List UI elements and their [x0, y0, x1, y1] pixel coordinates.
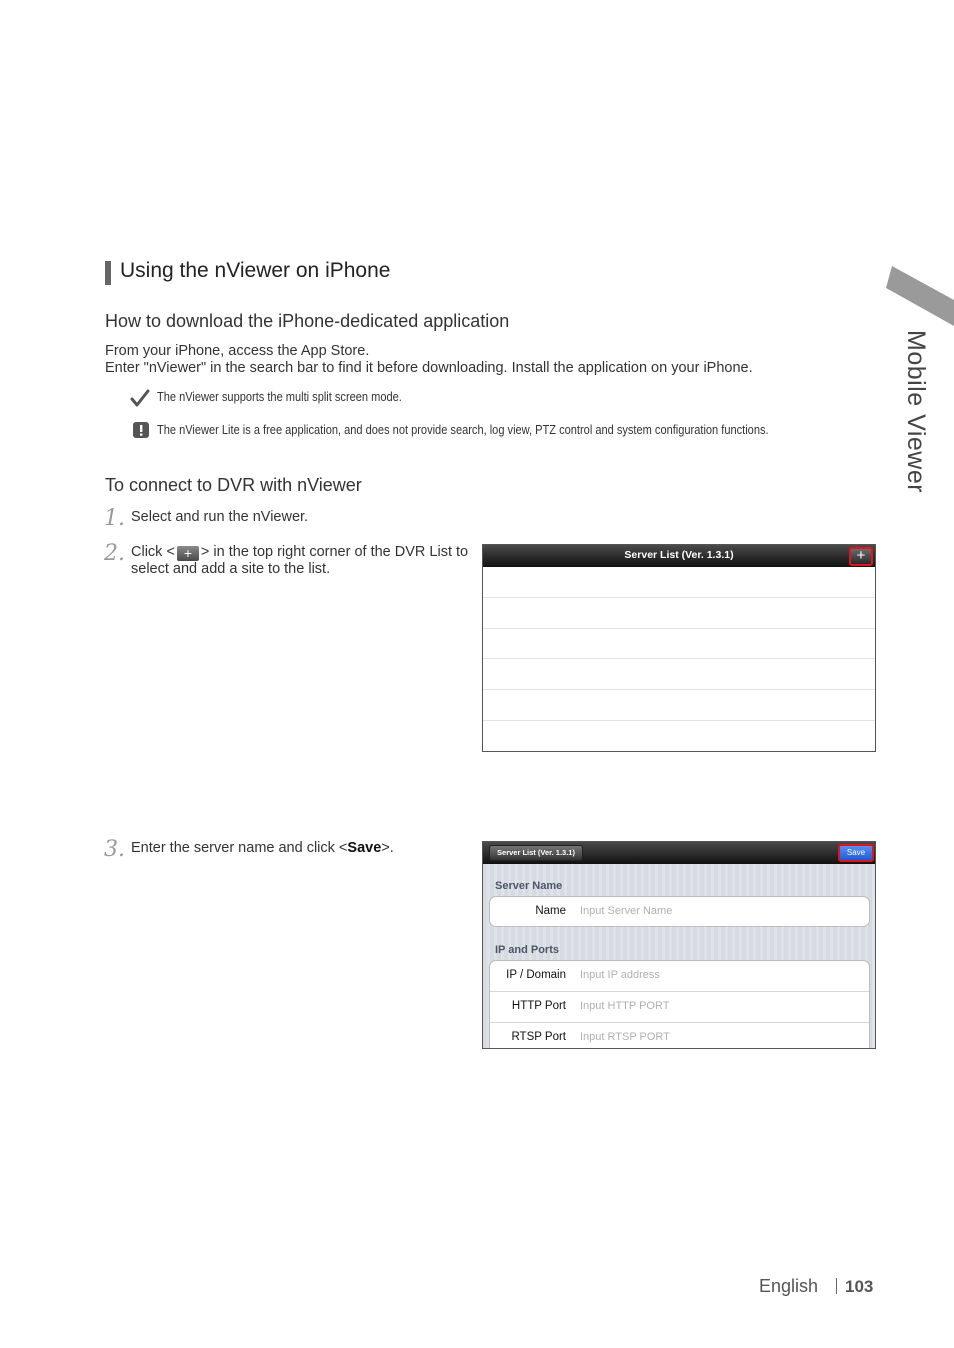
connect-heading: To connect to DVR with nViewer — [105, 475, 362, 495]
step-3-text: Enter the server name and click <Save>. — [131, 840, 394, 856]
add-server-screenshot — [482, 841, 876, 1049]
server-list-navbar — [483, 545, 875, 567]
http-port-label: HTTP Port — [511, 1000, 566, 1012]
download-line-1: From your iPhone, access the App Store. — [105, 343, 370, 359]
ip-domain-input[interactable]: Input IP address — [580, 969, 660, 981]
http-port-input[interactable]: Input HTTP PORT — [580, 1000, 670, 1012]
download-line-2: Enter "nViewer" in the search bar to find it before downloading. Install the application on your iPhone. — [105, 360, 753, 376]
name-field-row[interactable] — [490, 897, 870, 927]
side-tab-label: Mobile Viewer — [902, 330, 930, 494]
plus-icon: + — [856, 547, 866, 564]
ip-ports-group-label: IP and Ports — [495, 944, 559, 956]
list-row-divider — [483, 658, 875, 659]
name-input[interactable]: Input Server Name — [580, 905, 673, 917]
name-field-label: Name — [535, 905, 566, 917]
add-server-button[interactable] — [849, 547, 873, 566]
note-warning-text: The nViewer Lite is a free application, and does not provide search, log view, PTZ control and system configuration functions. — [157, 422, 769, 437]
ip-domain-row[interactable] — [490, 961, 870, 991]
back-button[interactable]: Server List (Ver. 1.3.1) — [489, 845, 583, 861]
section-bar — [105, 261, 111, 285]
section-title: Using the nViewer on iPhone — [120, 259, 391, 282]
ip-ports-group — [489, 960, 870, 1049]
ip-domain-label: IP / Domain — [506, 969, 566, 981]
page-number: 103 — [845, 1277, 874, 1296]
footer-separator — [836, 1278, 837, 1294]
download-heading: How to download the iPhone-dedicated application — [105, 311, 510, 331]
warning-icon — [133, 422, 149, 438]
list-row-divider — [483, 720, 875, 721]
footer-language: English — [759, 1276, 819, 1296]
server-list-title: Server List (Ver. 1.3.1) — [624, 549, 734, 561]
save-button[interactable]: Save — [838, 844, 874, 862]
step-2-number: 2. — [104, 541, 125, 566]
rtsp-port-input[interactable]: Input RTSP PORT — [580, 1031, 670, 1043]
step-3-number: 3. — [104, 837, 125, 862]
list-row-divider — [483, 628, 875, 629]
list-row-divider — [483, 689, 875, 690]
inline-plus-icon: + — [177, 546, 199, 561]
rtsp-port-label: RTSP Port — [511, 1031, 566, 1043]
step-1-number: 1. — [104, 506, 125, 531]
step-2-text-line2: select and add a site to the list. — [131, 561, 331, 577]
server-name-group — [489, 896, 870, 927]
add-server-navbar — [483, 842, 875, 864]
http-port-row[interactable] — [490, 991, 870, 1021]
step-2-text: Click < + > in the top right corner of the DVR List to — [131, 544, 469, 561]
server-list-screenshot — [482, 544, 876, 752]
rtsp-port-row[interactable] — [490, 1022, 870, 1049]
step-1-text: Select and run the nViewer. — [131, 509, 309, 525]
side-tab-shape — [886, 266, 954, 326]
checkmark-icon — [130, 389, 150, 407]
server-name-group-label: Server Name — [495, 880, 563, 892]
list-row-divider — [483, 597, 875, 598]
note-check-text: The nViewer supports the multi split screen mode. — [157, 389, 402, 404]
